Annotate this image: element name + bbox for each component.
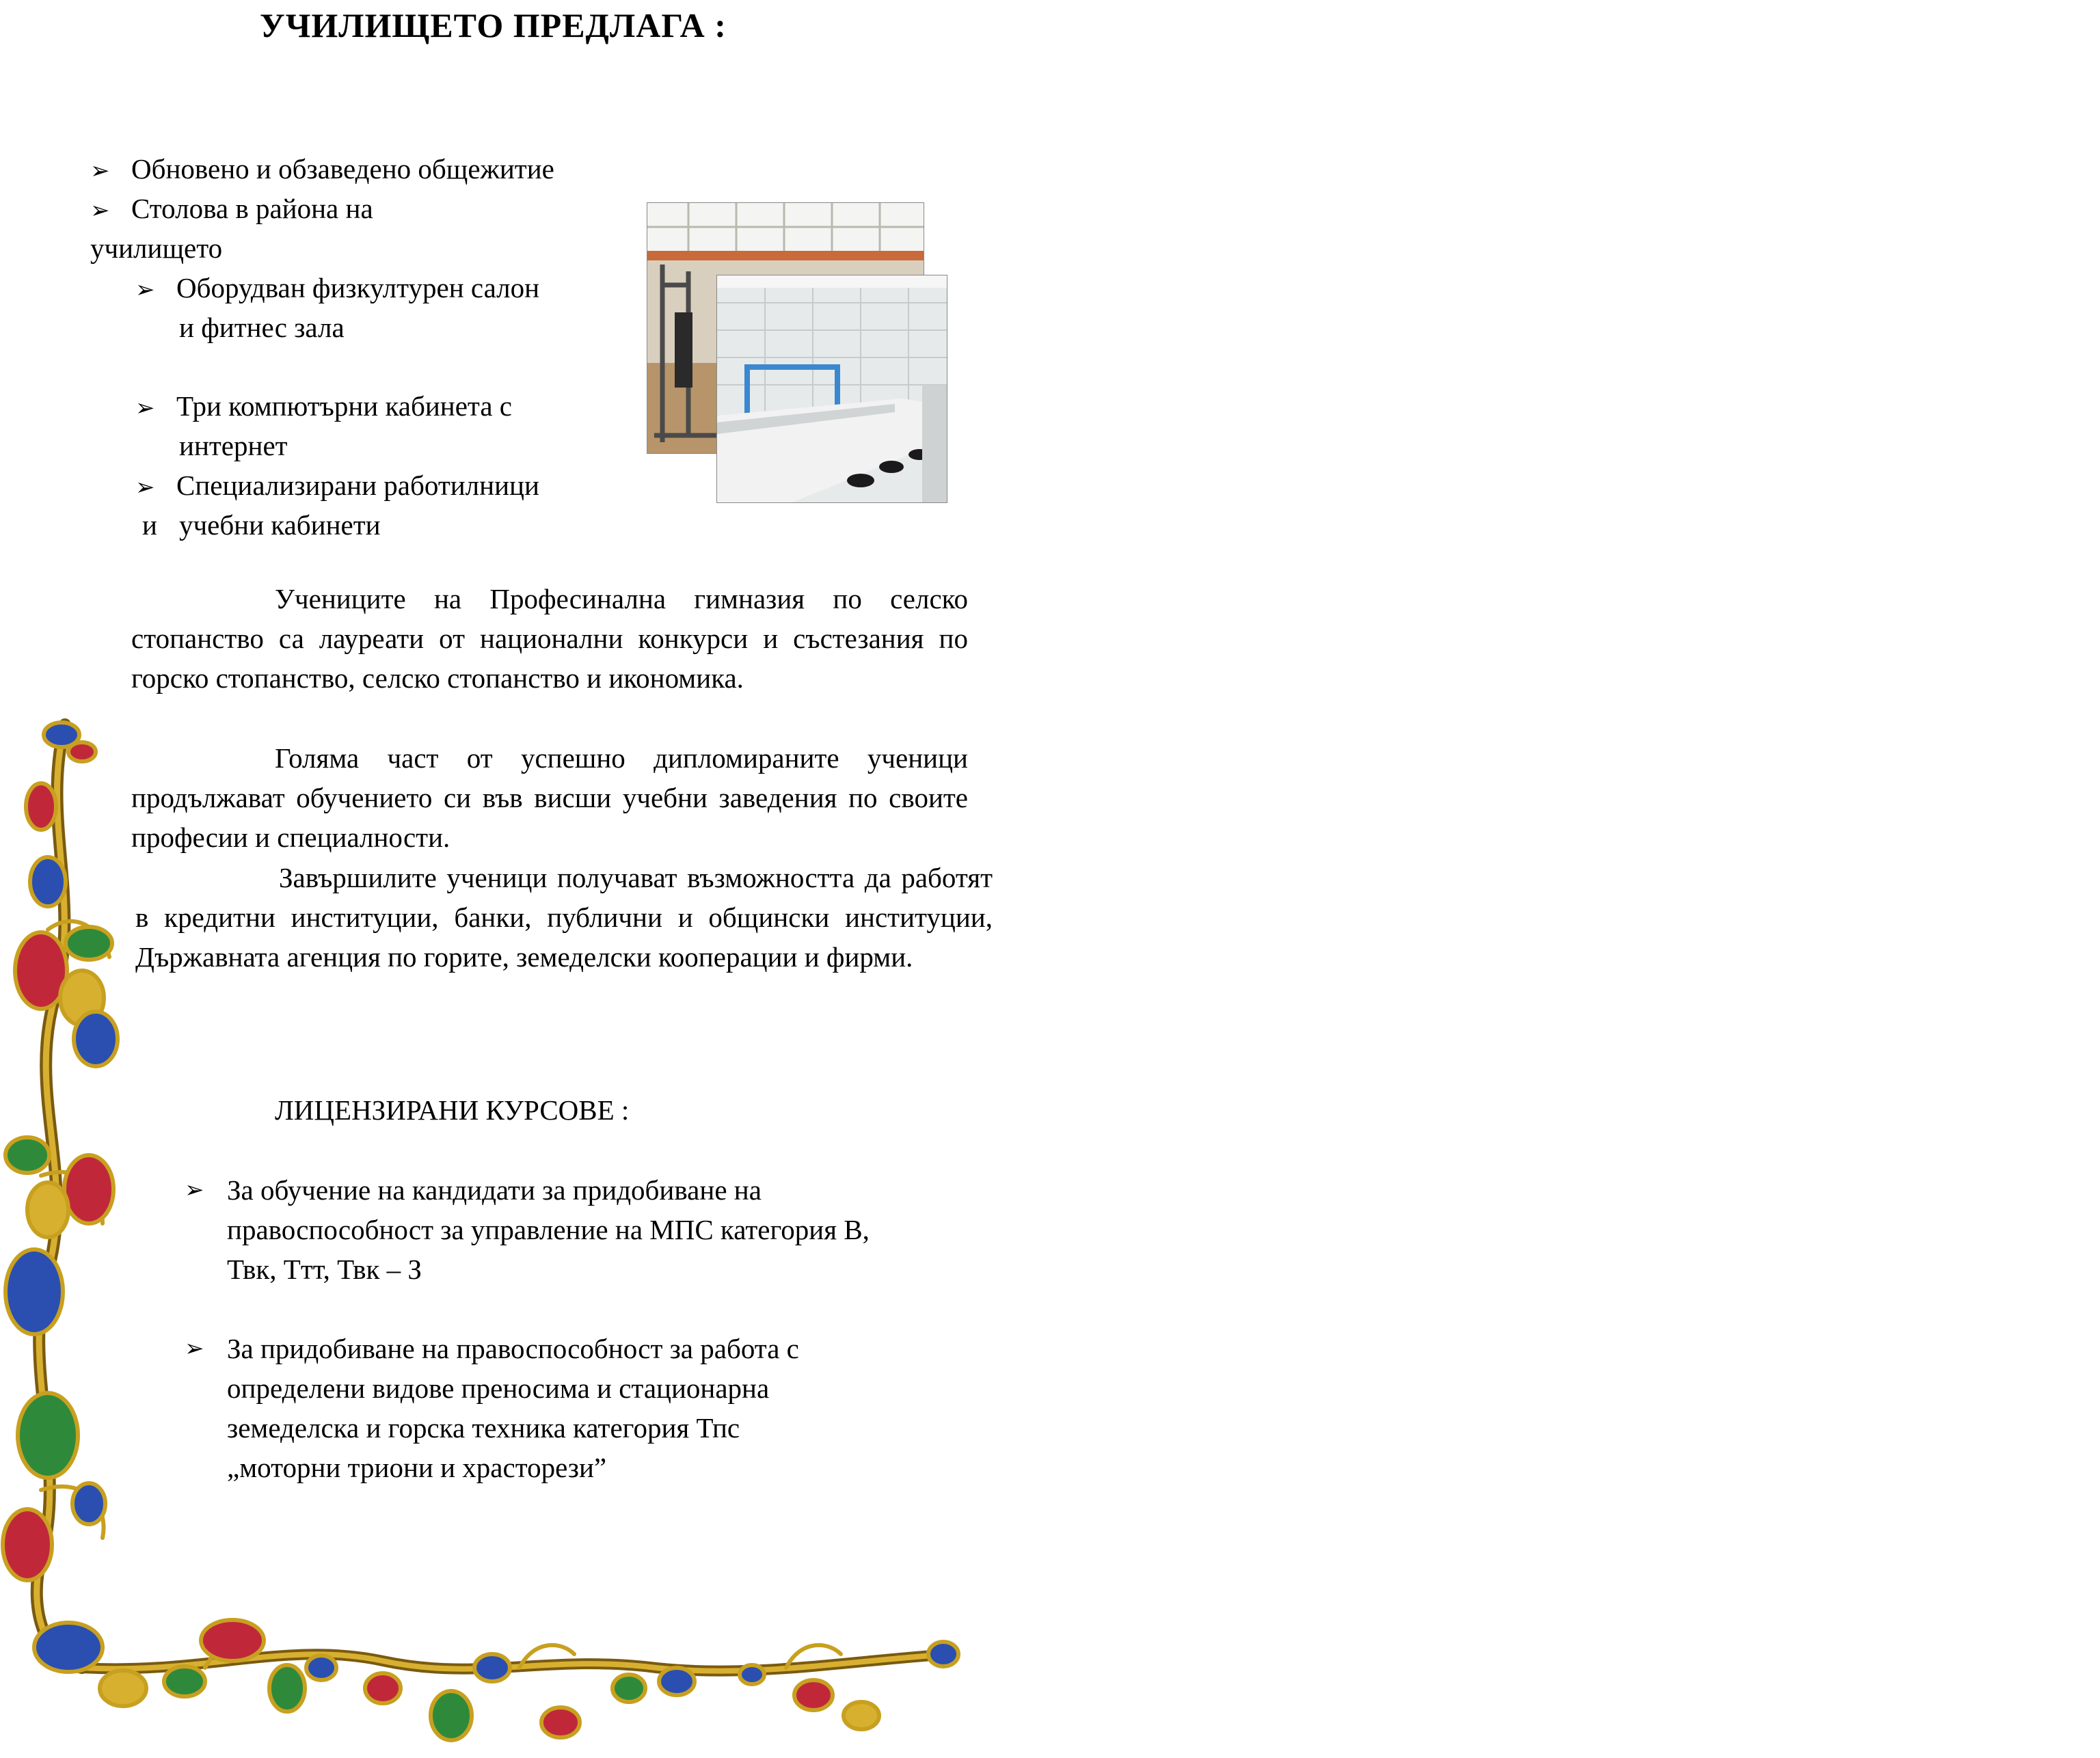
course-item: ➢ За обучение на кандидати за придобиване на правоспособност за управление на МПС категория В, Твк, Ттт, Твк – З: [185, 1170, 1005, 1289]
arrow-bullet-icon: ➢: [185, 1335, 204, 1362]
arrow-bullet-icon: ➢: [90, 197, 110, 224]
arrow-bullet-icon: ➢: [135, 394, 155, 422]
list-item: ➢ Три компютърни кабинета с: [135, 386, 512, 428]
list-item-continuation: и фитнес зала: [179, 312, 345, 343]
arrow-bullet-icon: ➢: [135, 276, 155, 303]
list-item: ➢ Столова в района на: [90, 189, 373, 230]
list-item-continuation: учебни кабинети: [179, 509, 381, 541]
paragraph-higher-education: Голяма част от успешно дипломираните ученици продължават обучението си във висши учебни заведения по своите професии и специалности.: [131, 742, 968, 853]
list-item-continuation: училището: [90, 232, 223, 264]
list-item: ➢ Оборудван физкултурен салон: [135, 268, 539, 310]
lab-photo: [716, 275, 947, 503]
course-item: ➢ За придобиване на правоспособност за работа с определени видове преносима и стационарна земеделска и горска техника категория Тпс „моторни триони и храсторези”: [185, 1329, 1005, 1487]
list-item-continuation: интернет: [179, 430, 288, 461]
list-item: ➢ Специализирани работилници: [135, 465, 539, 507]
arrow-bullet-icon: ➢: [90, 157, 110, 185]
list-item: ➢ Обновено и обзаведено общежитие: [90, 149, 554, 191]
arrow-bullet-icon: ➢: [185, 1176, 204, 1204]
list-item-continuation-prefix: и: [142, 509, 157, 541]
paragraph-careers: Завършилите ученици получават възможността да работят в кредитни институции, банки, публични и общински институции, Държавната агенция по горите, земеделски кооперации и фирми.: [135, 862, 993, 973]
courses-heading: ЛИЦЕНЗИРАНИ КУРСОВЕ :: [275, 1094, 630, 1126]
page-title: УЧИЛИЩЕТО ПРЕДЛАГА :: [260, 6, 727, 44]
arrow-bullet-icon: ➢: [135, 474, 155, 501]
paragraph-laureates: Учениците на Професинална гимназия по селско стопанство са лауреати от национални конкурси и състезания по горско стопанство, селско стопанство и икономика.: [131, 583, 968, 694]
